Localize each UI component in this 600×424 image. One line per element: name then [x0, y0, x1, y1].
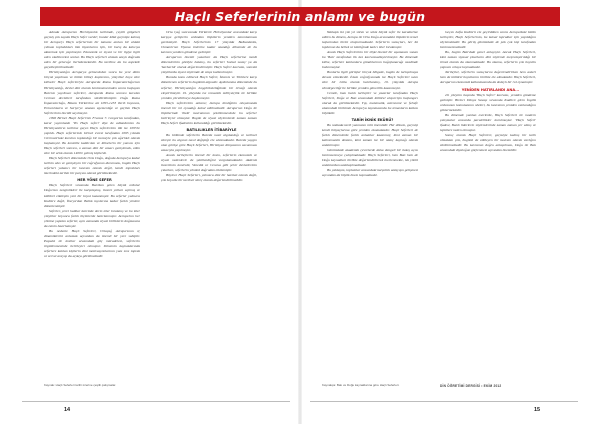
column-3 [322, 30, 418, 382]
paragraph: Cemile, bazı batılı tarihçiler ve yazarlar tarafından Haçlı Seferleri, Doğu ve Batı arasındaki kültürel alışverişin başlangıcı olarak da görülmektedir. Tıp, matematik, astronomi ve felsefe alanındaki birikimin Avrupa'ya taşınmasında bu temasların katkısı büyüktür. [322, 90, 418, 115]
reference-note: Kaynakça: Batı ve Doğu kaynaklarına göre Haçlı Seferleri. [322, 383, 400, 387]
paragraph: Haçlı seferlerinin anlamı; Avrupa kimliğinin oluşumunda önemli bir rol oynadığı kabul edilmektedir. Avrupa'nın Doğu ile ilişkilerinde 'öteki' kavramının şekillenmesinde bu seferler belirleyici olmuştur. Bugün de siyasi söylemlerde zaman zaman Haçlı Seferi ifadesinin kullanıldığı görülmektedir. [161, 100, 257, 125]
paragraph: Bu noktada tarih yazımının rolü önemlidir. Her dönem, geçmişi kendi ihtiyaçlarına göre yeniden okumaktadır. Haçlı Seferleri de farklı dönemlerde farklı anlamlar kazanmış; kimi zaman bir kahramanlık destanı, kimi zaman ise bir utanç kaynağı olarak anlatılmıştır. [322, 122, 418, 148]
title-banner [40, 7, 560, 26]
section-heading: HER YÖNE SEFER [77, 178, 112, 183]
paragraph: Haçlı Seferleri döneminde Orta Doğu, doğuda Avrupa'ya kadar tarihin ulus ve genişleyen bir coğrafyanın durumunu, bugün Haçlı seferleri yabancı bir kavram olarak değil, kendi toprakları üzerindeki tarihin bir parçası olarak görülmektedir. [44, 156, 140, 176]
paragraph: Orta Çağ sonrasında Türklerle Hıristiyanlar arasındaki karşı karşıya gelişlerin ardından ilişkilerin yeniden tanımlanması gerekmiştir. Haçlı Seferlerinin 17 yüzyılda Balkanlarda, Osmanlı'nın Viyana önlerine kadar uzandığı dönemde de bu kavram yeniden gündeme gelmiştir. [161, 30, 257, 55]
footer-rule [22, 401, 290, 402]
paragraph: Tarihçiler, seferlerin sonuçlarını değerlendirirken hem askeri hem de kültürel boyutlarını birlikte ele almaktadır. Haçlı Seferleri, Avrupa'nın ekonomik kalkınmasında da dolaylı bir rol oynamıştır. [440, 70, 536, 85]
paragraph: Adında Avrupa'nın Hıristiyanlık tarihinde, çeşitli gölgeleri geçmiş çok sayıda Haçlı Sefer vardır; bunlar kökü geçmişte kalmış bir Avrupa'yı Haçlı seferlerinin bir tamamı anılan bir ahlaki yılmazı toplulukları tüm tüyanlarını için, bir barış da kalıcıya aktarmak için yapılmıştır. Ekonomik ve siyasi ve bir ilgiye ilgili eden olabileceksi sonlar. Bu Haçlı seferleri ahmak anıştı doğruda eden bir geleceğe ilerledemektedir. Bu tarihine da bu aspektle geçekleştirilmektedir. [44, 30, 140, 70]
page-gutter [298, 0, 302, 424]
paragraph: Bu dönemde yazılan eserlerde, Haçlı Seferleri ile modern çatışmalar arasında paralellikler kurulmuştur. 'Haçlı Seferi' ifadesi, Batılı liderlerin söylemlerinde zaman zaman yer almış ve tepkilere neden olmuştur. [440, 112, 536, 132]
paragraph: Sonuç olarak Haçlı Seferleri, geçmişte kalmış bir tarih olmaktan çok, bugünü de etkileyen bir kavram olarak varlığını sürdürmektedir. Bu kavramın doğru anlaşılması, Doğu ile Batı arasındaki diyaloğun güçlenmesi açısından önemlidir. [440, 132, 536, 153]
paragraph: Bu yaklaşım, toplumlar arasındaki karşılıklı anlayışın gelişmesi açısından da büyük önem taşımaktadır. [322, 168, 418, 178]
paragraph: 1096 Birinci Haçlı Seferi'nin Fransız 7. Gregorius tarafından, karar yayımlandı 'Vis Haçlı seferi' diye de adlandırılan bu Hıristiyanlık'ın tarihine geçen Haçlı seferlerinin ilki ise 1095'te yapıldı. Haçlı seferlerinin birinci evresi tarafından 1095 yılında Clermont'taki kurulun toplandığı bir konseyle çok ağırlıklı olarak başlamıştır. Bu konsülle kaldırılan ve kiliselerin bir yansısı için Haçlı seferleri sonrası, o zaman dini bir amacı genişlemek, etkin süre bir artık olarak 1400'e gelmiş kişilerdi. [44, 115, 140, 156]
article-title: Haçlı Seferlerinin anlamı ve bugün [174, 9, 426, 24]
page-number: 15 [534, 407, 541, 413]
paragraph: Avrupa'nın önemli yazarları da Haçlı seferlerine kendi dönemlerinin gözüyle bakmış, bu seferleri 'kutsal savaş' ya da 'barbarlık' olarak değerlendirmiştir. Haçlı Seferi kavramı, sonraki yüzyıllarda siyasi söylemde de sıkça kullanılmıştır. [161, 55, 257, 75]
paragraph: Ancak Haçlı Seferlerinin bir ilişki önemli bir aşamasını sunan bu 'Batı' tarafından ilk kez kavramsallaştırılmıştır. Bu dönemde kilise, seferlere katılanlara günahlarının bağışlanacağı vaadinde bulunmuştur. [322, 50, 418, 70]
journal-name: DİN ÖĞRETİMİ DERGİSİ • EKİM 2012 [440, 384, 502, 388]
paragraph: 20. yüzyılın başında 'Haçlı Seferi' kavramı, yeniden gündeme gelmiştir. Birinci Dünya Savaşı sırasında Kudüs'e giren İngiliz ordusunun komutanının sözleri, bu kavramın yeniden canlandığını göstermektedir. [440, 92, 536, 112]
paragraph: Bu, bugün Batı'daki genel anlayıştır. Ancak Haçlı Seferleri, kimi zaman siyasal çıkarların dini söylemle meşrulaştırıldığı bir örnek olarak da okunmaktadır. Bu okuma, seferlerin çok boyutlu yapısını ortaya koymaktadır. [440, 50, 536, 70]
paragraph: Yaklaşık iki yüz yıl süren ve sekiz büyük sefer ile karakterize edilen bu dönem, Avrupa ile Orta Doğu arasındaki ilişkilerin temel taşlarından birini oluşturmaktadır. Seferlerin sonuçları, her iki toplumun da bellek ve kimliğinde kalıcı izler bırakmıştır. [322, 30, 418, 50]
column-4 [440, 30, 536, 382]
column-2 [161, 30, 257, 382]
column-1 [44, 30, 140, 382]
section-heading: TARİH İKNİK EKÜRÜ? [351, 117, 394, 122]
paragraph: Haçlı Seferleri sırasında Batı'dan gelen büyük ordular Doğu'nun zenginlikleri ile karşılaşmış, ticaret yolları açılmış ve kültürel etkileşim yeni bir boyut kazanmıştır. Bu seferler yalnızca Kudüs'e değil, İberya'dan Baltık kıyılarına kadar farklı yönlere düzenlenmiştir. [44, 183, 140, 208]
reference-note: Kaynak: Haçlı Seferleri tarihi üzerine çeşitli çalışmalar. [44, 383, 117, 387]
section-heading: YENİDEN HATIRLANDI ANA... [461, 87, 520, 92]
paragraph: Bunlarla ilgili görüşler birçok bölgede, bugün de tartışılmaya devam etmektedir. İslam coğrafyasında ise Haçlı Seferleri uzun süre bir istila olarak hatırlanmış, 19. yüzyılda Avrupa sömürgeciliği ile birlikte yeniden güncellik kazanmıştır. [322, 70, 418, 90]
page-number: 14 [64, 407, 71, 413]
footer-rule [310, 401, 578, 402]
paragraph: Hıristiyanlığın Avrupa'ya gelmesinden sonra bu yeni dinin birçok yaşılması ve bütün bilinçi kuşlarının, yüzyıllar boyu süre kiliseler Haçlı seferleriyle Avrupa'da Roma İmparatorluğu'nun Hıristiyanlığı, devlet dini olarak benimsemesinden sonra başlayan Batı'nın yayılmacı seferleri, Avrupa'da Roma sonrası kurulan Cermen devletleri tarafından sürdürülmüştür. Doğu Roma İmparatorluğu, Bizans Türklerine ait 1095-1453 Tarih boyunca, Ermenistan'a ve Suriye'ye uzanan egemenliğe ve geçilen Haçlı Seferlerinin öncülü sayılmıştır. [44, 70, 140, 115]
paragraph: Geçen hafta Kudüs'ü ele geçirdikten sonra Avrupa'daki bütün tarihçiler, Haçlı Seferlerinin, bu kutsal topraklar için yapıldığını söylemektedir. Bu görüş günümüzde de pek çok kişi tarafından benimsenmektedir. [440, 30, 536, 50]
paragraph: Bu nedenle Haçlı Seferleri, Ortaçağ Avrupa'sının iç dinamiklerini anlamak açısından da önemli bir yere sahiptir. Papalık ile krallar arasındaki güç mücadelesi, seferlerin örgütlenmesinde belirleyici olmuştur. Dönemin kaynaklarında seferlere katılan kişilerin dini motivasyonlarının yanı sıra toprak ve servet arayışı da açıkça görülmektedir. [44, 228, 140, 259]
paragraph: Böylece Haçlı Seferleri, yalnızca dini bir hareket olarak değil, çok boyutlu bir tarihsel süreç olarak değerlendirilmelidir. [161, 173, 257, 183]
paragraph: Bu bölümde seferlerin Batı'da nasıl algılandığı ve tarihsel süreçte bu algının nasıl değiştiği ele alınmaktadır. Batı'da yaygın olan görüşe göre Haçlı Seferleri, Hıristiyan dünyasının savunması amacıyla yapılmıştır. [161, 132, 257, 153]
paragraph: Burada konu edilecek Haçlı Seferi, İslam'a ve Türklere karşı düzenlenen seferlerin bugünkü algısıdır. Aydınlanma döneminde bu seferler, Hıristiyanlığın hoşgörüsüzlüğünün bir örneği olarak eleştirilmiştir. 19. yüzyılda ise romantik milliyetçilik ile birlikte yeniden yüceltilmeye başlanmıştır. [161, 75, 257, 100]
paragraph: Günümüzde akademik çevrelerde daha dengeli bir bakış açısı benimsenmeye çalışılmaktadır. Haçlı Seferleri, hem Batı hem de Doğu kaynakları birlikte değerlendirilerek incelenmekte, tek yönlü anlatılardan uzaklaşılmaktadır. [322, 148, 418, 168]
paragraph: Seferler, yerel halklar üzerinde derin izler bırakmış ve bu izler yüzyıllar boyunca farklı biçimlerde hatırlanmıştır. Avrupa'nın her yönüne yapılan seferler, aynı zamanda siyasi birliklerin doğmasına da zemin hazırlamıştır. [44, 208, 140, 228]
paragraph: Ancak tarihçilerin önemli bir kısmı, seferlerin ekonomik ve siyasi nedenlerle de şekillendiğini vurgulamaktadır. Akdeniz ticaretinin kontrolü, Venedik ve Cenova gibi şehir devletlerinin çıkarları, seferlerin yönünü doğrudan etkilemiştir. [161, 153, 257, 173]
section-heading: BATILILIKLER İTİBARİYLE [186, 127, 237, 132]
